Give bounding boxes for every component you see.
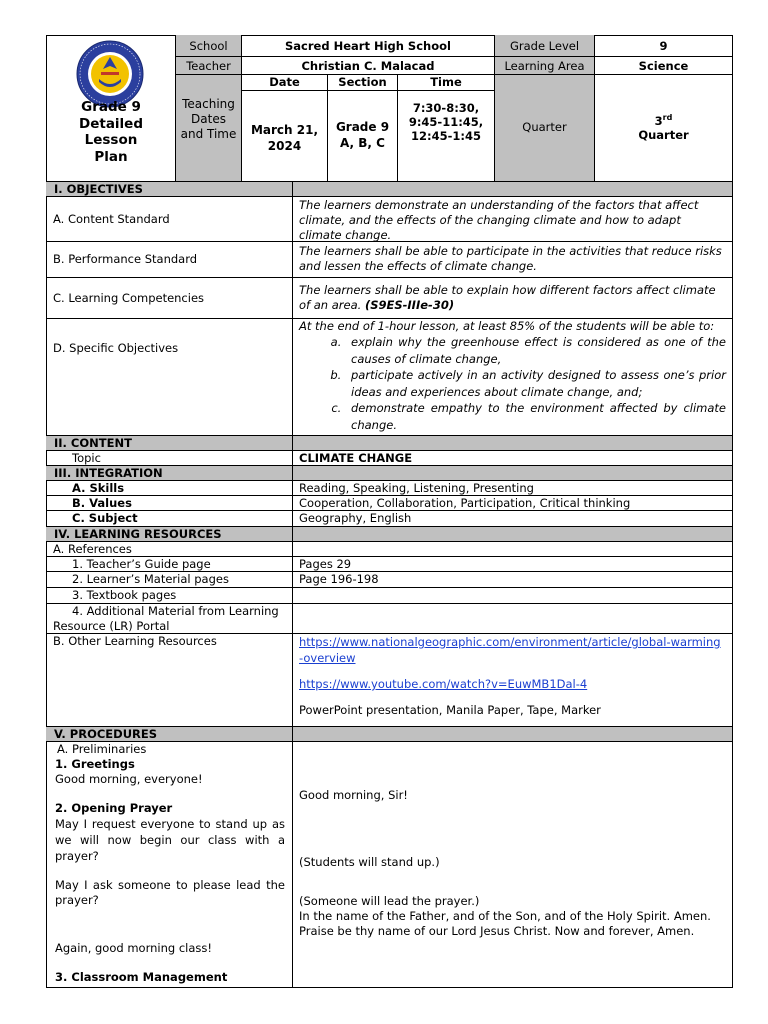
- prayer-heading: 2. Opening Prayer: [55, 801, 173, 815]
- other-resources-label: B. Other Learning Resources: [46, 634, 293, 727]
- performance-standard-text: The learners shall be able to participate in the activities that reduce risks and lessen the effects of climate change.: [293, 242, 733, 278]
- competency-code: (S9ES-IIIe-30): [364, 298, 455, 312]
- textbook-label: 3. Textbook pages: [46, 588, 293, 604]
- quarter-value: 3rd Quarter: [595, 75, 733, 182]
- objectives-heading: I. OBJECTIVES: [46, 182, 293, 197]
- grade-level-label: Grade Level: [495, 35, 595, 57]
- content-heading: II. CONTENT: [46, 436, 293, 451]
- prayer-text: In the name of the Father, and of the Son, and of the Holy Spirit. Amen. Praise be thy name of our Lord Jesus Christ. Now and forever, Amen.: [299, 909, 711, 938]
- specific-objectives-intro: At the end of 1-hour lesson, at least 85% of the students will be able to:: [299, 319, 715, 333]
- learners-material-label: 2. Learner’s Material pages: [46, 572, 293, 588]
- integration-heading-right: [293, 466, 733, 481]
- references-value: [293, 542, 733, 557]
- teacher-activity-cell: [46, 742, 293, 988]
- teacher-value: Christian C. Malacad: [242, 57, 495, 75]
- materials-text: PowerPoint presentation, Manila Paper, Tape, Marker: [299, 703, 601, 717]
- resources-heading-right: [293, 527, 733, 542]
- learners-material-value: Page 196-198: [293, 572, 733, 588]
- student-stand: (Students will stand up.): [299, 855, 440, 869]
- student-activity-cell: [293, 742, 733, 988]
- time-header: Time: [398, 75, 495, 91]
- youtube-link[interactable]: https://www.youtube.com/watch?v=EuwMB1Dal-4: [299, 677, 588, 691]
- plan-title: Grade 9 Detailed Lesson Plan: [79, 99, 143, 165]
- textbook-value: [293, 588, 733, 604]
- topic-label: Topic: [46, 451, 293, 466]
- subject-value: Geography, English: [293, 511, 733, 527]
- values-label: B. Values: [46, 496, 293, 511]
- national-geographic-link[interactable]: https://www.nationalgeographic.com/environment/article/global-warming-overview: [299, 635, 721, 665]
- teachers-guide-value: Pages 29: [293, 557, 733, 572]
- student-lead: (Someone will lead the prayer.): [299, 894, 480, 908]
- specific-objectives-list: [299, 334, 726, 433]
- competencies-text: The learners shall be able to explain how different factors affect climate of an area. (S9ES-IIIe-30): [293, 278, 733, 319]
- specific-objectives-cell: [293, 319, 733, 436]
- objectives-heading-right: [293, 182, 733, 197]
- student-greeting: Good morning, Sir!: [299, 788, 408, 802]
- again-greeting: Again, good morning class!: [55, 941, 212, 955]
- specific-objectives-label: D. Specific Objectives: [46, 319, 293, 436]
- grade-level-value: 9: [595, 35, 733, 57]
- greetings-heading: 1. Greetings: [55, 757, 135, 771]
- section-header: Section: [328, 75, 398, 91]
- content-heading-right: [293, 436, 733, 451]
- procedures-heading-right: [293, 727, 733, 742]
- list-item: a. explain why the greenhouse effect is considered as one of the causes of climate change,: [345, 334, 726, 367]
- date-value: March 21, 2024: [242, 91, 328, 182]
- competencies-label: C. Learning Competencies: [46, 278, 293, 319]
- procedures-heading: V. PROCEDURES: [46, 727, 293, 742]
- content-standard-label: A. Content Standard: [46, 197, 293, 242]
- list-item: c. demonstrate empathy to the environment affected by climate change.: [345, 400, 726, 433]
- teachers-guide-label: 1. Teacher’s Guide page: [46, 557, 293, 572]
- integration-heading: III. INTEGRATION: [46, 466, 293, 481]
- prayer-request: May I request everyone to stand up as we will now begin our class with a prayer?: [55, 817, 285, 863]
- additional-material-label: 4. Additional Material from Learning Resource (LR) Portal: [46, 604, 293, 634]
- values-value: Cooperation, Collaboration, Participation, Critical thinking: [293, 496, 733, 511]
- skills-value: Reading, Speaking, Listening, Presenting: [293, 481, 733, 496]
- resources-heading: IV. LEARNING RESOURCES: [46, 527, 293, 542]
- prayer-lead: May I ask someone to please lead the prayer?: [55, 878, 285, 907]
- references-label: A. References: [46, 542, 293, 557]
- time-value: 7:30-8:30, 9:45-11:45, 12:45-1:45: [398, 91, 495, 182]
- learning-area-value: Science: [595, 57, 733, 75]
- skills-label: A. Skills: [46, 481, 293, 496]
- preliminaries-label: A. Preliminaries: [57, 742, 147, 756]
- section-value: Grade 9 A, B, C: [328, 91, 398, 182]
- date-header: Date: [242, 75, 328, 91]
- subject-label: C. Subject: [46, 511, 293, 527]
- classroom-management-heading: 3. Classroom Management: [55, 970, 228, 984]
- performance-standard-label: B. Performance Standard: [46, 242, 293, 278]
- learning-area-label: Learning Area: [495, 57, 595, 75]
- teaching-dates-label: Teaching Dates and Time: [176, 75, 242, 182]
- other-resources-value: [293, 634, 733, 727]
- title-cell: [46, 35, 176, 182]
- quarter-label: Quarter: [495, 75, 595, 182]
- school-value: Sacred Heart High School: [242, 35, 495, 57]
- school-label: School: [176, 35, 242, 57]
- list-item: b. participate actively in an activity designed to assess one’s prior ideas and experiences about climate change, and;: [345, 367, 726, 400]
- greetings-text: Good morning, everyone!: [55, 772, 203, 786]
- topic-value: CLIMATE CHANGE: [293, 451, 733, 466]
- teacher-label: Teacher: [176, 57, 242, 75]
- additional-material-value: [293, 604, 733, 634]
- content-standard-text: The learners demonstrate an understanding of the factors that affect climate, and the effects of the changing climate and how to adapt climate change.: [293, 197, 733, 242]
